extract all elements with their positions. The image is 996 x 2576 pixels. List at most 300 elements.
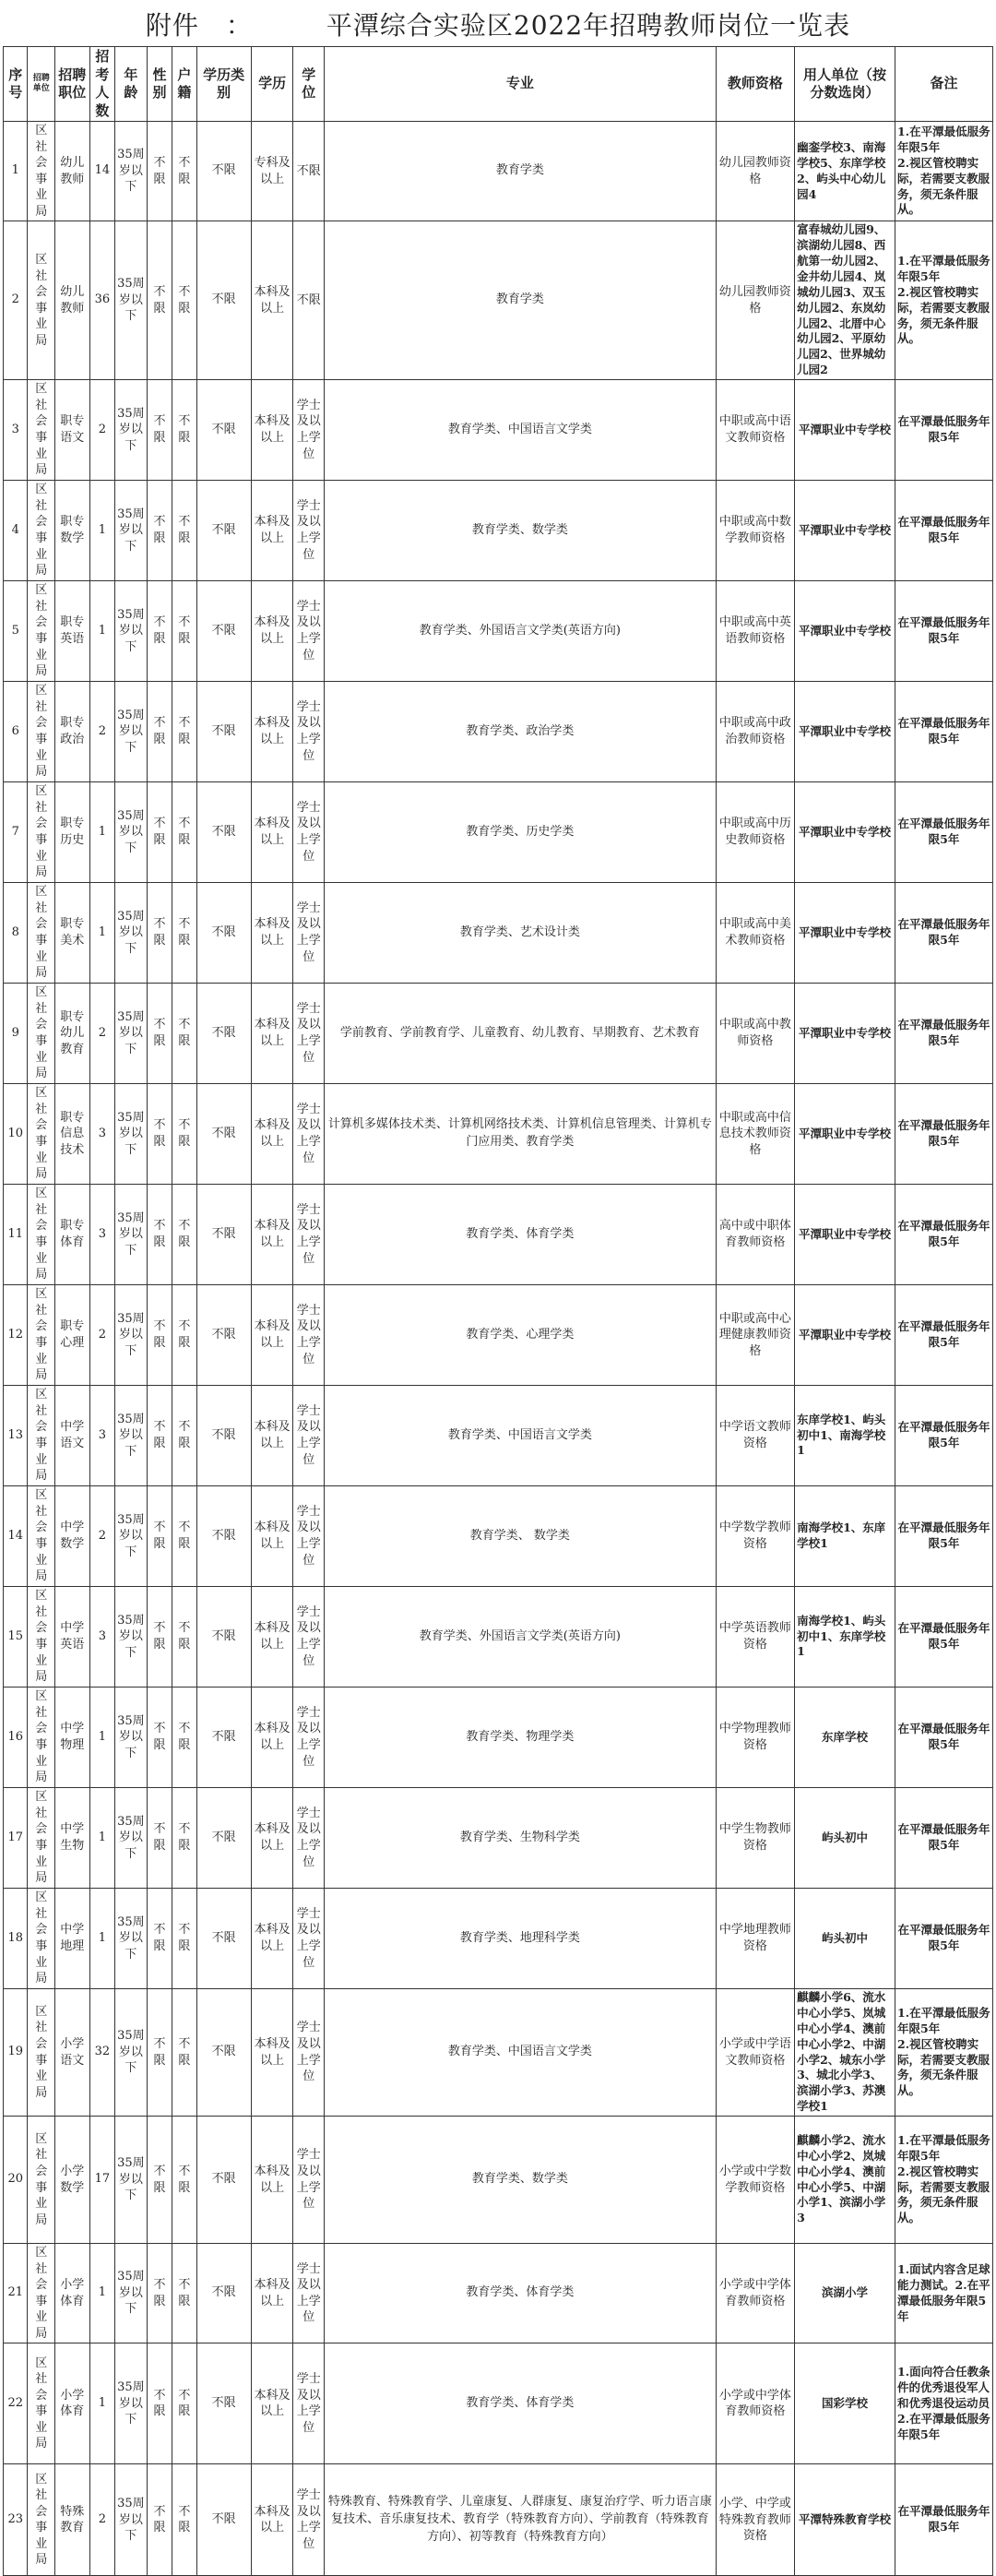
cell-gender: 不限 xyxy=(147,782,172,883)
cell-dept: 区社会事业局 xyxy=(28,782,55,883)
cell-education: 本科及以上 xyxy=(251,682,293,782)
recruitment-table xyxy=(3,46,993,2576)
cell-unit: 平潭职业中专学校 xyxy=(795,883,895,984)
table-row xyxy=(4,2117,993,2244)
cell-seq: 22 xyxy=(4,2343,28,2464)
cell-count: 1 xyxy=(89,782,114,883)
cell-gender: 不限 xyxy=(147,1386,172,1486)
cell-count: 1 xyxy=(89,481,114,581)
cell-edu-type: 不限 xyxy=(196,1688,251,1788)
cell-age: 35周岁以下 xyxy=(115,1185,148,1285)
table-row xyxy=(4,1587,993,1688)
cell-note: 在平潭最低服务年限5年 xyxy=(895,1587,993,1688)
cell-note: 1.面试内容含足球能力测试。2.在平潭最低服务年限5年 xyxy=(895,2244,993,2343)
cell-major: 教育学类、数学类 xyxy=(325,481,717,581)
document-title xyxy=(0,0,996,48)
cell-seq: 12 xyxy=(4,1285,28,1386)
header-degree: 学位 xyxy=(293,47,325,122)
cell-post: 职专数学 xyxy=(54,481,89,581)
cell-qualification: 小学、中学或特殊教育教师资格 xyxy=(716,2464,795,2576)
table-row xyxy=(4,2464,993,2576)
cell-age: 35周岁以下 xyxy=(115,1285,148,1386)
cell-age: 35周岁以下 xyxy=(115,1788,148,1889)
cell-age: 35周岁以下 xyxy=(115,883,148,984)
header-edu-type: 学历类别 xyxy=(196,47,251,122)
cell-degree: 学士及以上学位 xyxy=(293,682,325,782)
table-row xyxy=(4,984,993,1084)
cell-post: 中学生物 xyxy=(54,1788,89,1889)
cell-dept: 区社会事业局 xyxy=(28,984,55,1084)
cell-post: 职专信息技术 xyxy=(54,1084,89,1185)
cell-qualification: 中学生物教师资格 xyxy=(716,1788,795,1889)
cell-post: 职专语文 xyxy=(54,380,89,481)
cell-hukou: 不限 xyxy=(172,1788,196,1889)
cell-education: 本科及以上 xyxy=(251,2464,293,2576)
cell-dept: 区社会事业局 xyxy=(28,1889,55,1989)
cell-hukou: 不限 xyxy=(172,782,196,883)
cell-major: 教育学类、外国语言文学类(英语方向) xyxy=(325,1587,717,1688)
cell-gender: 不限 xyxy=(147,380,172,481)
cell-age: 35周岁以下 xyxy=(115,2117,148,2244)
attachment-label: 附件 ： xyxy=(145,10,253,41)
cell-note: 1.在平潭最低服务年限5年 2.视区管校聘实际，若需要支教服务，须无条件服从。 xyxy=(895,221,993,380)
cell-edu-type: 不限 xyxy=(196,1285,251,1386)
cell-age: 35周岁以下 xyxy=(115,2464,148,2576)
cell-hukou: 不限 xyxy=(172,221,196,380)
cell-gender: 不限 xyxy=(147,1889,172,1989)
header-post: 招聘职位 xyxy=(54,47,89,122)
cell-hukou: 不限 xyxy=(172,1989,196,2117)
cell-qualification: 中学语文教师资格 xyxy=(716,1386,795,1486)
cell-age: 35周岁以下 xyxy=(115,481,148,581)
cell-note: 在平潭最低服务年限5年 xyxy=(895,1486,993,1587)
cell-hukou: 不限 xyxy=(172,2343,196,2464)
cell-qualification: 中学英语教师资格 xyxy=(716,1587,795,1688)
cell-note: 在平潭最低服务年限5年 xyxy=(895,581,993,682)
cell-qualification: 中职或高中心理健康教师资格 xyxy=(716,1285,795,1386)
table-row xyxy=(4,883,993,984)
cell-edu-type: 不限 xyxy=(196,1889,251,1989)
header-gender: 性别 xyxy=(147,47,172,122)
cell-post: 职专英语 xyxy=(54,581,89,682)
cell-education: 本科及以上 xyxy=(251,1185,293,1285)
header-row xyxy=(4,47,993,122)
cell-seq: 16 xyxy=(4,1688,28,1788)
cell-note: 在平潭最低服务年限5年 xyxy=(895,380,993,481)
cell-seq: 8 xyxy=(4,883,28,984)
cell-count: 1 xyxy=(89,2343,114,2464)
cell-hukou: 不限 xyxy=(172,2117,196,2244)
cell-gender: 不限 xyxy=(147,1185,172,1285)
cell-post: 中学英语 xyxy=(54,1587,89,1688)
header-unit: 用人单位（按分数选岗） xyxy=(795,47,895,122)
cell-seq: 23 xyxy=(4,2464,28,2576)
cell-seq: 9 xyxy=(4,984,28,1084)
table-row xyxy=(4,481,993,581)
cell-gender: 不限 xyxy=(147,1587,172,1688)
cell-education: 本科及以上 xyxy=(251,2117,293,2244)
cell-seq: 13 xyxy=(4,1386,28,1486)
cell-count: 1 xyxy=(89,2244,114,2343)
cell-count: 1 xyxy=(89,1788,114,1889)
cell-edu-type: 不限 xyxy=(196,1386,251,1486)
cell-age: 35周岁以下 xyxy=(115,1989,148,2117)
cell-qualification: 中学地理教师资格 xyxy=(716,1889,795,1989)
cell-hukou: 不限 xyxy=(172,1084,196,1185)
cell-education: 本科及以上 xyxy=(251,1889,293,1989)
cell-seq: 10 xyxy=(4,1084,28,1185)
cell-dept: 区社会事业局 xyxy=(28,1688,55,1788)
cell-dept: 区社会事业局 xyxy=(28,1386,55,1486)
cell-dept: 区社会事业局 xyxy=(28,1788,55,1889)
cell-gender: 不限 xyxy=(147,682,172,782)
cell-dept: 区社会事业局 xyxy=(28,380,55,481)
cell-post: 小学数学 xyxy=(54,2117,89,2244)
cell-seq: 15 xyxy=(4,1587,28,1688)
cell-education: 本科及以上 xyxy=(251,1587,293,1688)
table-row xyxy=(4,1788,993,1889)
header-hukou: 户籍 xyxy=(172,47,196,122)
cell-qualification: 中职或高中历史教师资格 xyxy=(716,782,795,883)
cell-gender: 不限 xyxy=(147,221,172,380)
cell-note: 在平潭最低服务年限5年 xyxy=(895,883,993,984)
header-seq: 序号 xyxy=(4,47,28,122)
cell-major: 教育学类、生物科学类 xyxy=(325,1788,717,1889)
cell-gender: 不限 xyxy=(147,1084,172,1185)
cell-count: 32 xyxy=(89,1989,114,2117)
cell-age: 35周岁以下 xyxy=(115,1688,148,1788)
cell-gender: 不限 xyxy=(147,984,172,1084)
cell-seq: 20 xyxy=(4,2117,28,2244)
cell-unit: 幽銮学校3、南海学校5、东庠学校2、屿头中心幼儿园4 xyxy=(795,122,895,221)
cell-seq: 4 xyxy=(4,481,28,581)
cell-unit: 平潭职业中专学校 xyxy=(795,581,895,682)
cell-hukou: 不限 xyxy=(172,883,196,984)
cell-post: 职专美术 xyxy=(54,883,89,984)
cell-hukou: 不限 xyxy=(172,2464,196,2576)
cell-unit: 平潭职业中专学校 xyxy=(795,1084,895,1185)
cell-major: 计算机多媒体技术类、计算机网络技术类、计算机信息管理类、计算机专门应用类、教育学类 xyxy=(325,1084,717,1185)
cell-note: 在平潭最低服务年限5年 xyxy=(895,682,993,782)
cell-major: 教育学类、物理学类 xyxy=(325,1688,717,1788)
cell-count: 17 xyxy=(89,2117,114,2244)
cell-note: 在平潭最低服务年限5年 xyxy=(895,481,993,581)
cell-seq: 21 xyxy=(4,2244,28,2343)
cell-age: 35周岁以下 xyxy=(115,682,148,782)
cell-age: 35周岁以下 xyxy=(115,1486,148,1587)
cell-hukou: 不限 xyxy=(172,1889,196,1989)
cell-hukou: 不限 xyxy=(172,481,196,581)
cell-qualification: 小学或中学数学教师资格 xyxy=(716,2117,795,2244)
cell-age: 35周岁以下 xyxy=(115,581,148,682)
cell-note: 在平潭最低服务年限5年 xyxy=(895,984,993,1084)
cell-major: 教育学类、数学类 xyxy=(325,2117,717,2244)
cell-seq: 5 xyxy=(4,581,28,682)
cell-note: 1.在平潭最低服务年限5年 2.视区管校聘实际，若需要支教服务，须无条件服从。 xyxy=(895,2117,993,2244)
cell-post: 职专心理 xyxy=(54,1285,89,1386)
cell-count: 3 xyxy=(89,1386,114,1486)
cell-degree: 学士及以上学位 xyxy=(293,1587,325,1688)
cell-qualification: 高中或中职体育教师资格 xyxy=(716,1185,795,1285)
cell-education: 本科及以上 xyxy=(251,2244,293,2343)
cell-gender: 不限 xyxy=(147,122,172,221)
cell-post: 职专幼儿教育 xyxy=(54,984,89,1084)
cell-major: 教育学类、艺术设计类 xyxy=(325,883,717,984)
cell-note: 在平潭最低服务年限5年 xyxy=(895,1185,993,1285)
header-dept: 招聘单位 xyxy=(28,47,55,122)
cell-major: 教育学类、心理学类 xyxy=(325,1285,717,1386)
cell-major: 特殊教育、特殊教育学、儿童康复、人群康复、康复治疗学、听力语言康复技术、音乐康复技术、教育学（特殊教育方向）、学前教育（特殊教育方向）、初等教育（特殊教育方向） xyxy=(325,2464,717,2576)
cell-degree: 学士及以上学位 xyxy=(293,782,325,883)
cell-post: 中学数学 xyxy=(54,1486,89,1587)
cell-gender: 不限 xyxy=(147,2343,172,2464)
cell-education: 本科及以上 xyxy=(251,1486,293,1587)
title-text: 平潭综合实验区2022年招聘教师岗位一览表 xyxy=(326,10,851,41)
cell-hukou: 不限 xyxy=(172,581,196,682)
cell-age: 35周岁以下 xyxy=(115,782,148,883)
table-row xyxy=(4,2244,993,2343)
cell-degree: 学士及以上学位 xyxy=(293,1285,325,1386)
cell-gender: 不限 xyxy=(147,1486,172,1587)
cell-post: 职专政治 xyxy=(54,682,89,782)
cell-note: 在平潭最低服务年限5年 xyxy=(895,1285,993,1386)
cell-major: 教育学类、体育学类 xyxy=(325,2244,717,2343)
cell-edu-type: 不限 xyxy=(196,380,251,481)
cell-qualification: 中职或高中教师资格 xyxy=(716,984,795,1084)
cell-education: 本科及以上 xyxy=(251,883,293,984)
cell-education: 本科及以上 xyxy=(251,1788,293,1889)
cell-qualification: 中职或高中美术教师资格 xyxy=(716,883,795,984)
cell-degree: 不限 xyxy=(293,122,325,221)
cell-post: 职专体育 xyxy=(54,1185,89,1285)
cell-hukou: 不限 xyxy=(172,984,196,1084)
table-row xyxy=(4,782,993,883)
cell-edu-type: 不限 xyxy=(196,2343,251,2464)
cell-unit: 平潭职业中专学校 xyxy=(795,380,895,481)
cell-major: 教育学类、中国语言文学类 xyxy=(325,1989,717,2117)
cell-dept: 区社会事业局 xyxy=(28,481,55,581)
cell-degree: 学士及以上学位 xyxy=(293,1386,325,1486)
cell-major: 教育学类、政治学类 xyxy=(325,682,717,782)
cell-seq: 3 xyxy=(4,380,28,481)
cell-hukou: 不限 xyxy=(172,2244,196,2343)
cell-dept: 区社会事业局 xyxy=(28,682,55,782)
cell-degree: 不限 xyxy=(293,221,325,380)
cell-count: 3 xyxy=(89,1084,114,1185)
cell-post: 中学物理 xyxy=(54,1688,89,1788)
cell-unit: 平潭职业中专学校 xyxy=(795,1285,895,1386)
cell-count: 2 xyxy=(89,984,114,1084)
cell-unit: 东庠学校1、屿头初中1、南海学校1 xyxy=(795,1386,895,1486)
cell-major: 教育学类、体育学类 xyxy=(325,2343,717,2464)
cell-age: 35周岁以下 xyxy=(115,1889,148,1989)
cell-edu-type: 不限 xyxy=(196,221,251,380)
cell-unit: 国彩学校 xyxy=(795,2343,895,2464)
cell-count: 3 xyxy=(89,1185,114,1285)
cell-education: 本科及以上 xyxy=(251,1989,293,2117)
cell-degree: 学士及以上学位 xyxy=(293,581,325,682)
cell-age: 35周岁以下 xyxy=(115,1587,148,1688)
cell-qualification: 幼儿园教师资格 xyxy=(716,221,795,380)
cell-qualification: 小学或中学体育教师资格 xyxy=(716,2343,795,2464)
cell-edu-type: 不限 xyxy=(196,1989,251,2117)
cell-hukou: 不限 xyxy=(172,1386,196,1486)
cell-major: 教育学类、体育学类 xyxy=(325,1185,717,1285)
cell-hukou: 不限 xyxy=(172,1688,196,1788)
cell-qualification: 小学或中学语文教师资格 xyxy=(716,1989,795,2117)
header-count: 招考人数 xyxy=(89,47,114,122)
table-row xyxy=(4,122,993,221)
cell-post: 职专历史 xyxy=(54,782,89,883)
cell-note: 1.在平潭最低服务年限5年 2.视区管校聘实际，若需要支教服务，须无条件服从。 xyxy=(895,122,993,221)
table-row xyxy=(4,1084,993,1185)
cell-education: 本科及以上 xyxy=(251,984,293,1084)
cell-seq: 11 xyxy=(4,1185,28,1285)
cell-count: 2 xyxy=(89,2464,114,2576)
cell-unit: 富春城幼儿园9、滨湖幼儿园8、西航第一幼儿园2、金井幼儿园4、岚城幼儿园3、双玉幼儿园2、东岚幼儿园2、北厝中心幼儿园2、平原幼儿园2、世界城幼儿园2 xyxy=(795,221,895,380)
cell-unit: 平潭职业中专学校 xyxy=(795,1185,895,1285)
cell-post: 中学地理 xyxy=(54,1889,89,1989)
cell-count: 3 xyxy=(89,1587,114,1688)
cell-dept: 区社会事业局 xyxy=(28,1084,55,1185)
cell-seq: 1 xyxy=(4,122,28,221)
cell-education: 本科及以上 xyxy=(251,380,293,481)
cell-qualification: 中职或高中信息技术教师资格 xyxy=(716,1084,795,1185)
cell-dept: 区社会事业局 xyxy=(28,883,55,984)
cell-note: 1.在平潭最低服务年限5年 2.视区管校聘实际，若需要支教服务，须无条件服从。 xyxy=(895,1989,993,2117)
cell-degree: 学士及以上学位 xyxy=(293,1084,325,1185)
cell-edu-type: 不限 xyxy=(196,122,251,221)
cell-edu-type: 不限 xyxy=(196,2117,251,2244)
cell-qualification: 中职或高中英语教师资格 xyxy=(716,581,795,682)
cell-major: 教育学类 xyxy=(325,122,717,221)
cell-edu-type: 不限 xyxy=(196,1185,251,1285)
cell-age: 35周岁以下 xyxy=(115,122,148,221)
cell-dept: 区社会事业局 xyxy=(28,2343,55,2464)
cell-edu-type: 不限 xyxy=(196,581,251,682)
cell-major: 教育学类、中国语言文学类 xyxy=(325,1386,717,1486)
table-row xyxy=(4,380,993,481)
cell-unit: 滨湖小学 xyxy=(795,2244,895,2343)
cell-hukou: 不限 xyxy=(172,682,196,782)
cell-degree: 学士及以上学位 xyxy=(293,1185,325,1285)
cell-dept: 区社会事业局 xyxy=(28,581,55,682)
cell-note: 在平潭最低服务年限5年 xyxy=(895,782,993,883)
cell-count: 1 xyxy=(89,1889,114,1989)
cell-education: 本科及以上 xyxy=(251,782,293,883)
header-note: 备注 xyxy=(895,47,993,122)
cell-edu-type: 不限 xyxy=(196,782,251,883)
table-row xyxy=(4,1285,993,1386)
cell-count: 2 xyxy=(89,380,114,481)
cell-count: 14 xyxy=(89,122,114,221)
cell-unit: 屿头初中 xyxy=(795,1889,895,1989)
table-row xyxy=(4,1386,993,1486)
cell-qualification: 幼儿园教师资格 xyxy=(716,122,795,221)
cell-qualification: 中职或高中数学教师资格 xyxy=(716,481,795,581)
cell-gender: 不限 xyxy=(147,481,172,581)
cell-degree: 学士及以上学位 xyxy=(293,481,325,581)
table-row xyxy=(4,1889,993,1989)
cell-count: 36 xyxy=(89,221,114,380)
cell-edu-type: 不限 xyxy=(196,2244,251,2343)
cell-gender: 不限 xyxy=(147,2244,172,2343)
cell-dept: 区社会事业局 xyxy=(28,1185,55,1285)
cell-education: 本科及以上 xyxy=(251,1285,293,1386)
cell-unit: 平潭职业中专学校 xyxy=(795,984,895,1084)
cell-count: 2 xyxy=(89,1285,114,1386)
cell-degree: 学士及以上学位 xyxy=(293,883,325,984)
cell-count: 1 xyxy=(89,1688,114,1788)
cell-seq: 7 xyxy=(4,782,28,883)
cell-qualification: 中职或高中语文教师资格 xyxy=(716,380,795,481)
cell-hukou: 不限 xyxy=(172,380,196,481)
cell-edu-type: 不限 xyxy=(196,883,251,984)
cell-qualification: 中学数学教师资格 xyxy=(716,1486,795,1587)
header-education: 学历 xyxy=(251,47,293,122)
cell-note: 在平潭最低服务年限5年 xyxy=(895,2464,993,2576)
cell-note: 在平潭最低服务年限5年 xyxy=(895,1889,993,1989)
table-row xyxy=(4,1185,993,1285)
table-row xyxy=(4,682,993,782)
cell-hukou: 不限 xyxy=(172,1587,196,1688)
cell-seq: 18 xyxy=(4,1889,28,1989)
table-row xyxy=(4,221,993,380)
cell-major: 教育学类、中国语言文学类 xyxy=(325,380,717,481)
cell-unit: 麒麟小学2、流水中心小学2、岚城中心小学4、澳前中心小学5、中湖小学1、滨湖小学3 xyxy=(795,2117,895,2244)
cell-post: 幼儿教师 xyxy=(54,122,89,221)
cell-seq: 17 xyxy=(4,1788,28,1889)
cell-edu-type: 不限 xyxy=(196,1084,251,1185)
cell-dept: 区社会事业局 xyxy=(28,2117,55,2244)
cell-age: 35周岁以下 xyxy=(115,2343,148,2464)
cell-post: 小学体育 xyxy=(54,2343,89,2464)
cell-post: 小学体育 xyxy=(54,2244,89,2343)
cell-degree: 学士及以上学位 xyxy=(293,1788,325,1889)
table-row xyxy=(4,1688,993,1788)
cell-note: 在平潭最低服务年限5年 xyxy=(895,1084,993,1185)
cell-unit: 平潭职业中专学校 xyxy=(795,682,895,782)
cell-unit: 东庠学校 xyxy=(795,1688,895,1788)
cell-education: 专科及以上 xyxy=(251,122,293,221)
cell-degree: 学士及以上学位 xyxy=(293,2464,325,2576)
cell-major: 教育学类、外国语言文学类(英语方向) xyxy=(325,581,717,682)
cell-degree: 学士及以上学位 xyxy=(293,1688,325,1788)
cell-gender: 不限 xyxy=(147,1285,172,1386)
cell-education: 本科及以上 xyxy=(251,481,293,581)
cell-unit: 南海学校1、屿头初中1、东庠学校1 xyxy=(795,1587,895,1688)
cell-degree: 学士及以上学位 xyxy=(293,380,325,481)
cell-education: 本科及以上 xyxy=(251,581,293,682)
cell-age: 35周岁以下 xyxy=(115,1084,148,1185)
cell-dept: 区社会事业局 xyxy=(28,1486,55,1587)
cell-major: 教育学类、历史学类 xyxy=(325,782,717,883)
cell-dept: 区社会事业局 xyxy=(28,1285,55,1386)
cell-unit: 平潭特殊教育学校 xyxy=(795,2464,895,2576)
cell-edu-type: 不限 xyxy=(196,481,251,581)
cell-hukou: 不限 xyxy=(172,1285,196,1386)
cell-age: 35周岁以下 xyxy=(115,2244,148,2343)
cell-age: 35周岁以下 xyxy=(115,1386,148,1486)
cell-seq: 6 xyxy=(4,682,28,782)
cell-dept: 区社会事业局 xyxy=(28,1989,55,2117)
table-row xyxy=(4,1989,993,2117)
cell-note: 1.面向符合任教条件的优秀退役军人和优秀退役运动员 2.在平潭最低服务年限5年 xyxy=(895,2343,993,2464)
cell-degree: 学士及以上学位 xyxy=(293,2343,325,2464)
cell-gender: 不限 xyxy=(147,1788,172,1889)
table-row xyxy=(4,581,993,682)
cell-gender: 不限 xyxy=(147,2117,172,2244)
